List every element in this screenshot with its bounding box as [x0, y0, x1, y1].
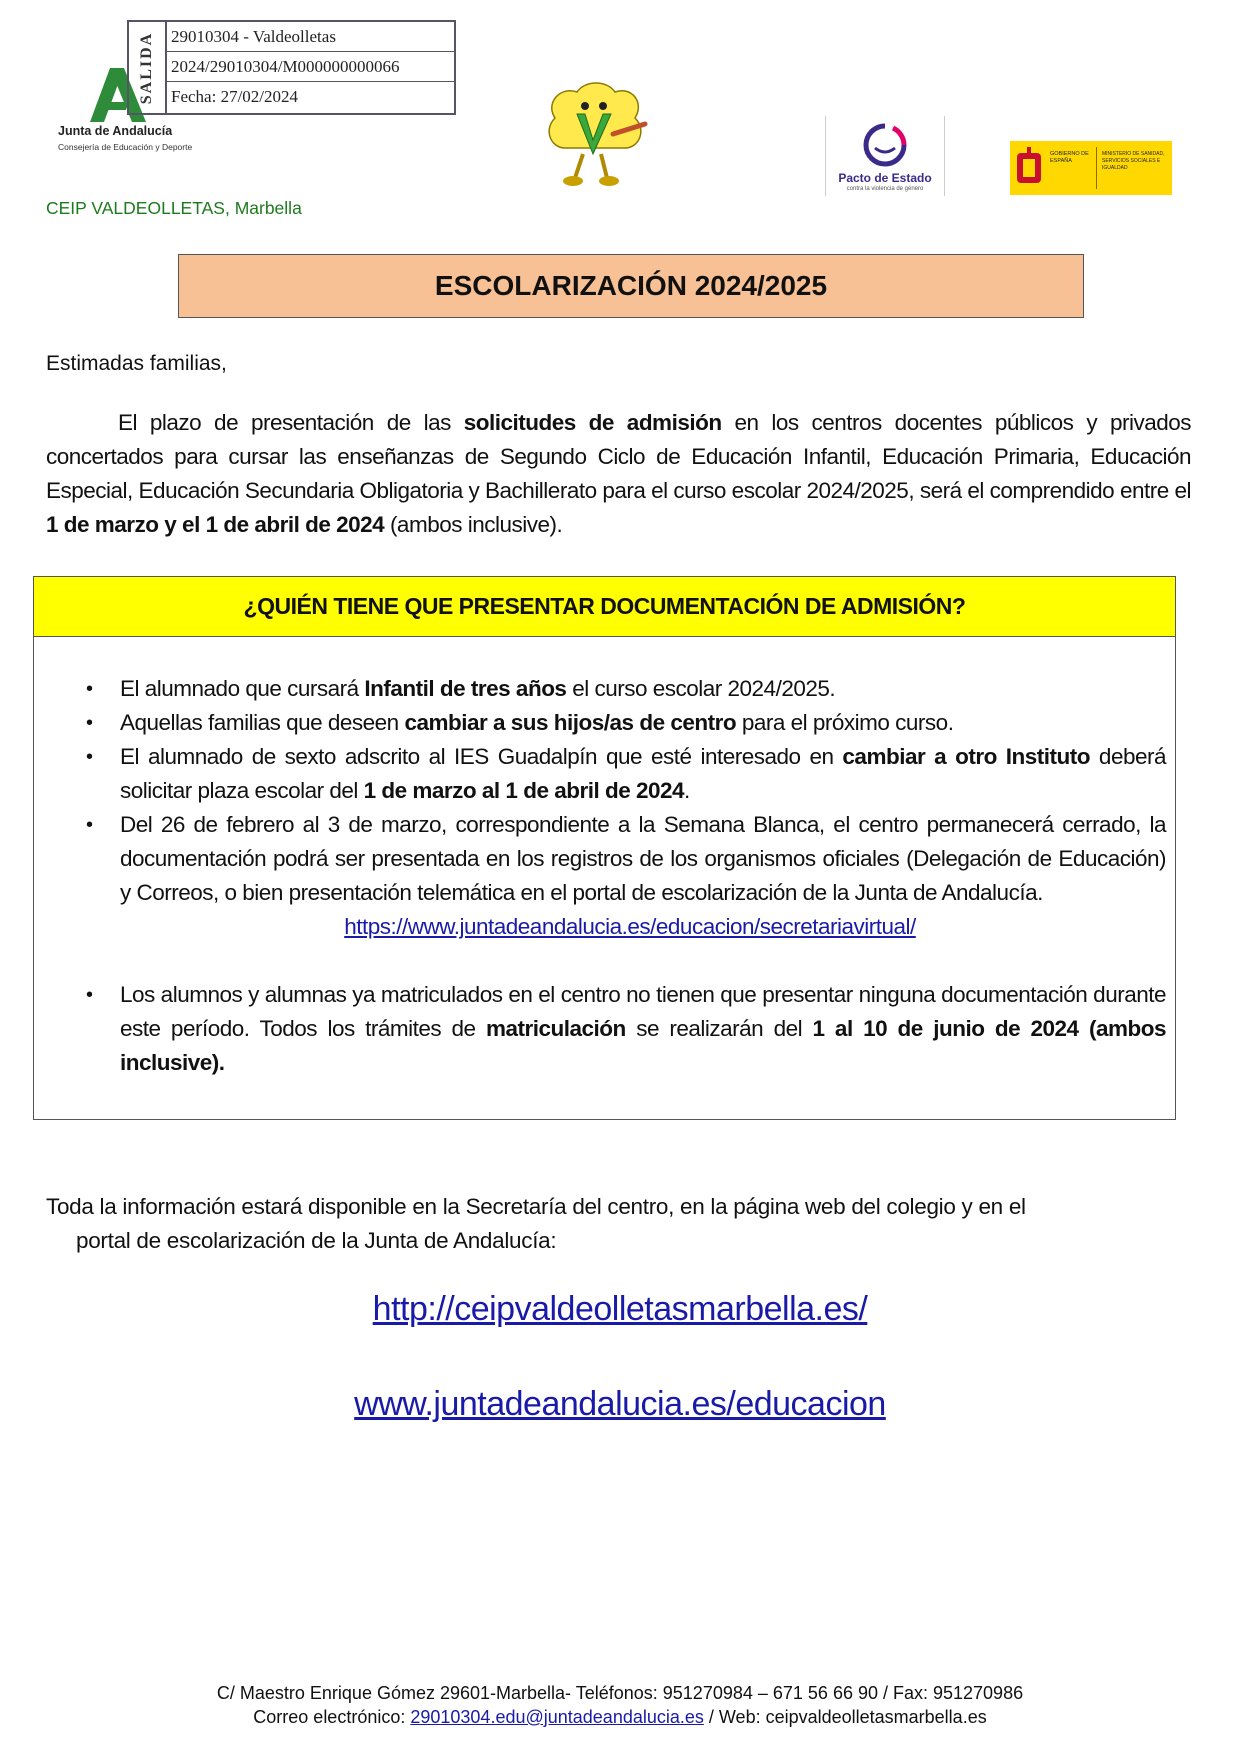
info-line-1: Toda la información estará disponible en la Secretaría del centro, en la página web del colegio y en el — [46, 1194, 1026, 1219]
greeting: Estimadas familias, — [46, 352, 227, 375]
junta-education-link[interactable]: www.juntadeandalucia.es/educacion — [354, 1385, 886, 1423]
item-bold: cambiar a sus hijos/as de centro — [404, 710, 737, 735]
intro-bold-1: solicitudes de admisión — [463, 410, 722, 435]
logo-divider — [1096, 147, 1097, 189]
info-paragraph — [46, 1190, 1191, 1258]
consejeria-name: Consejería de Educación y Deporte — [58, 142, 193, 152]
item-bold: Infantil de tres años — [364, 676, 567, 701]
item-text: . — [684, 778, 690, 803]
admission-box-heading: ¿QUIÉN TIENE QUE PRESENTAR DOCUMENTACIÓN DE ADMISIÓN? — [34, 577, 1175, 637]
pacto-subtitle: contra la violencia de género — [846, 186, 924, 192]
gobierno-label: GOBIERNO DE ESPAÑA — [1050, 151, 1089, 164]
intro-bold-dates: 1 de marzo y el 1 de abril de 2024 — [46, 512, 385, 537]
item-text: deberá solicitar plaza escolar del — [120, 744, 1166, 803]
gobierno-espana-logo — [1010, 141, 1172, 195]
list-item — [34, 978, 1166, 1080]
list-item — [34, 672, 1166, 706]
footer-web-label: / Web: ceipvaldeolletasmarbella.es — [703, 1707, 987, 1727]
school-mascot-logo — [535, 78, 655, 190]
item-bold: 1 al 10 de junio de 2024 (ambos inclusive). — [120, 1016, 1166, 1075]
pacto-estado-logo — [825, 116, 945, 196]
intro-text-2: en los centros docentes públicos y privados concertados para cursar las enseñanzas de Segundo Ciclo de Educación Infantil, Educación Primaria, Educación Especial, Educación Secundaria Obligatoria y Bachillerato para el curso escolar 2024/2025, será el comprendido entre el — [46, 410, 1191, 503]
item-text: para el próximo curso. — [736, 710, 954, 735]
item-text: se realizarán del — [625, 1016, 813, 1041]
info-line-2: portal de escolarización de la Junta de Andalucía: — [76, 1228, 557, 1253]
page-title-box — [178, 254, 1084, 318]
school-name: CEIP VALDEOLLETAS, Marbella — [46, 198, 302, 218]
admission-list — [34, 672, 1166, 1080]
item-text: El alumnado que cursará — [120, 676, 365, 701]
stamp-registry-number: 2024/29010304/M000000000066 — [167, 52, 454, 82]
item-bold: cambiar a otro Instituto — [842, 744, 1090, 769]
registry-stamp — [127, 20, 456, 115]
coat-of-arms-icon — [1014, 147, 1044, 189]
item-text: El alumnado de sexto adscrito al IES Guadalpín que esté interesado en — [120, 744, 843, 769]
bullet-icon: • — [86, 712, 93, 734]
list-item — [34, 740, 1166, 808]
ministry-label: MINISTERIO DE SANIDAD, SERVICIOS SOCIALES E IGUALDAD — [1102, 151, 1165, 171]
junta-name: Junta de Andalucía — [58, 124, 173, 138]
bullet-icon: • — [86, 678, 93, 700]
page-title: ESCOLARIZACIÓN 2024/2025 — [434, 270, 828, 301]
item-bold: 1 de marzo al 1 de abril de 2024 — [363, 778, 685, 803]
footer-contact — [0, 1707, 1240, 1728]
footer-address: C/ Maestro Enrique Gómez 29601-Marbella- Teléfonos: 951270984 – 671 56 66 90 / Fax: 951270986 — [216, 1683, 1024, 1703]
list-item — [34, 706, 1166, 740]
pacto-title: Pacto de Estado — [838, 171, 932, 185]
intro-text-1: El plazo de presentación de las — [118, 410, 464, 435]
admission-info-box — [33, 576, 1176, 1120]
intro-text-3: (ambos inclusive). — [384, 512, 563, 537]
item-text: Aquellas familias que deseen — [120, 710, 405, 735]
stamp-date: Fecha: 27/02/2024 — [171, 87, 299, 106]
item-bold: matriculación — [485, 1016, 626, 1041]
footer-email-link[interactable]: 29010304.edu@juntadeandalucia.es — [410, 1707, 704, 1727]
item-text: Los alumnos y alumnas ya matriculados en el centro no tienen que presentar ninguna documentación durante este período. Todos los trámites de — [120, 982, 1166, 1041]
bullet-icon: • — [86, 814, 93, 836]
item-text: Del 26 de febrero al 3 de marzo, correspondiente a la Semana Blanca, el centro permanecerá cerrado, la documentación podrá ser presentada en los registros de los organismos oficiales (Delegación de Educación) y Correos, o bien presentación telemática en el portal de escolarización de la Junta de Andalucía. — [120, 812, 1166, 905]
bullet-icon: • — [86, 746, 93, 768]
list-item — [34, 808, 1166, 910]
item-text: el curso escolar 2024/2025. — [566, 676, 836, 701]
footer-email-label: Correo electrónico: — [253, 1707, 411, 1727]
stamp-side-label: SALIDA — [138, 31, 155, 104]
school-website-link[interactable]: http://ceipvaldeolletasmarbella.es/ — [372, 1290, 868, 1328]
stamp-center: 29010304 - Valdeolletas — [167, 22, 454, 52]
intro-paragraph — [46, 406, 1191, 542]
bullet-icon: • — [86, 984, 93, 1006]
pacto-circle-icon — [860, 122, 910, 168]
secretaria-virtual-link[interactable]: https://www.juntadeandalucia.es/educacion/secretariavirtual/ — [344, 914, 916, 939]
